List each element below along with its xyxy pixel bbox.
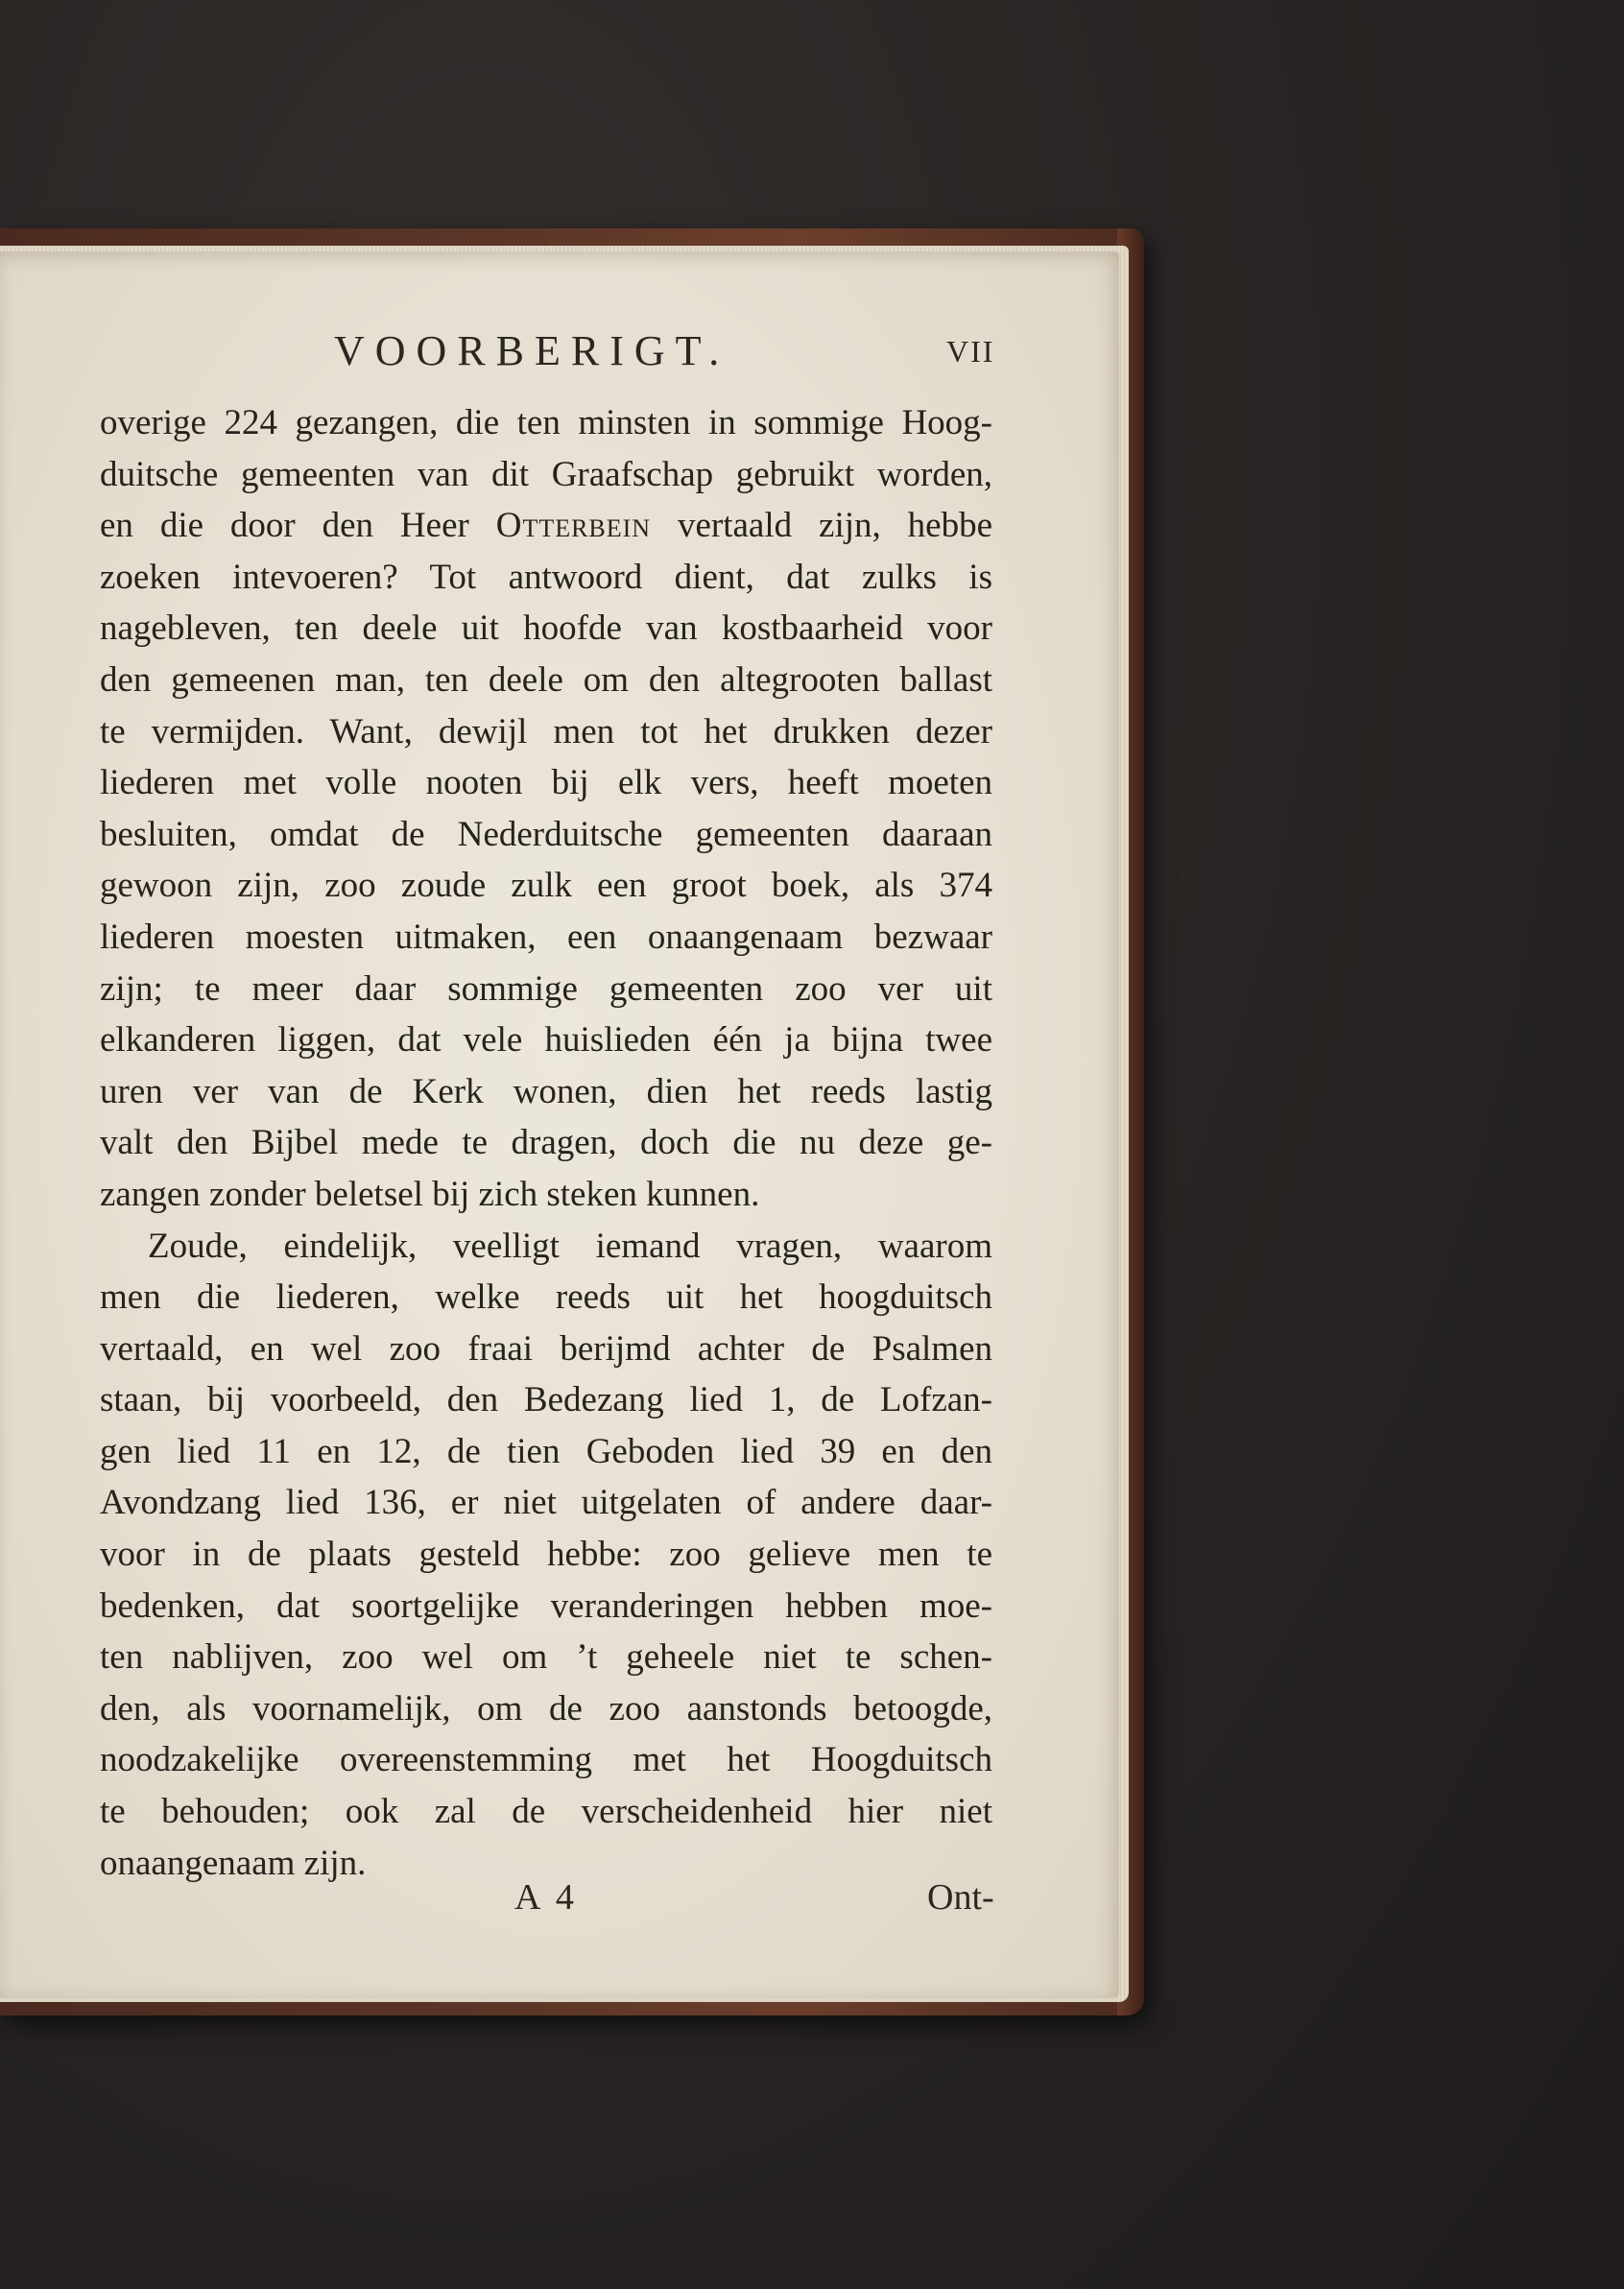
running-title: VOORBERIGT. <box>334 327 730 374</box>
text-line: Avondzang lied 136, er niet uitgelaten of andere daar- <box>100 1483 992 1523</box>
text-line: gen lied 11 en 12, de tien Geboden lied 39 en den <box>100 1431 992 1471</box>
text-fragment: vertaald zijn, hebbe <box>651 506 992 546</box>
text-line: zoeken intevoeren? Tot antwoord dient, dat zulks is <box>100 557 992 597</box>
text-line: nagebleven, ten deele uit hoofde van kostbaarheid voor <box>100 608 992 649</box>
text-line: zijn; te meer daar sommige gemeenten zoo ver uit <box>100 968 992 1009</box>
text-line: bedenken, dat soortgelijke veranderingen hebben moe- <box>100 1586 992 1626</box>
text-line: besluiten, omdat de Nederduitsche gemeenten daaraan <box>100 814 992 854</box>
body-text <box>100 397 992 1889</box>
text-line: staan, bij voorbeeld, den Bedezang lied 1, de Lofzan- <box>100 1380 992 1420</box>
text-line: duitsche gemeenten van dit Graafschap gebruikt worden, <box>100 454 992 494</box>
text-line: men die liederen, welke reeds uit het hoogduitsch <box>100 1277 992 1318</box>
text-line: liederen met volle nooten bij elk vers, heeft moeten <box>100 763 992 803</box>
signature-mark: A 4 <box>514 1877 578 1918</box>
text-line: vertaald, en wel zoo fraai berijmd achter de Psalmen <box>100 1328 992 1369</box>
text-line: valt den Bijbel mede te dragen, doch die nu deze ge- <box>100 1123 992 1163</box>
text-line <box>100 500 992 552</box>
text-line: den, als voornamelijk, om de zoo aanstonds betoogde, <box>100 1688 992 1729</box>
paragraph-end-line: onaangenaam zijn. <box>100 1843 367 1883</box>
text-line: ten nablijven, zoo wel om ’t geheele niet te schen- <box>100 1637 992 1678</box>
text-fragment: en die door den Heer <box>100 506 496 546</box>
catchword: Ont- <box>927 1877 994 1918</box>
page-number: VII <box>946 334 995 369</box>
text-line: te behouden; ook zal de verscheidenheid hier niet <box>100 1792 992 1832</box>
text-line: elkanderen liggen, dat vele huislieden één ja bijna twee <box>100 1020 992 1061</box>
running-head <box>0 326 1152 384</box>
text-line: gewoon zijn, zoo zoude zulk een groot boek, als 374 <box>100 866 992 906</box>
text-line: voor in de plaats gesteld hebbe: zoo gelieve men te <box>100 1535 992 1575</box>
text-line: noodzakelijke overeenstemming met het Hoogduitsch <box>100 1740 992 1780</box>
page-footer <box>0 1876 1152 1934</box>
text-line: te vermijden. Want, dewijl men tot het drukken dezer <box>100 711 992 751</box>
paragraph-start-line: Zoude, eindelijk, veelligt iemand vragen, waarom <box>148 1226 992 1266</box>
text-line: liederen moesten uitmaken, een onaangenaam bezwaar <box>100 917 992 957</box>
person-name: Otterbein <box>495 506 652 546</box>
text-line: uren ver van de Kerk wonen, dien het reeds lastig <box>100 1071 992 1111</box>
text-line: overige 224 gezangen, die ten minsten in sommige Hoog- <box>100 403 992 442</box>
paragraph-end-line: zangen zonder beletsel bij zich steken kunnen. <box>100 1174 760 1214</box>
text-line: den gemeenen man, ten deele om den altegrooten ballast <box>100 659 992 700</box>
